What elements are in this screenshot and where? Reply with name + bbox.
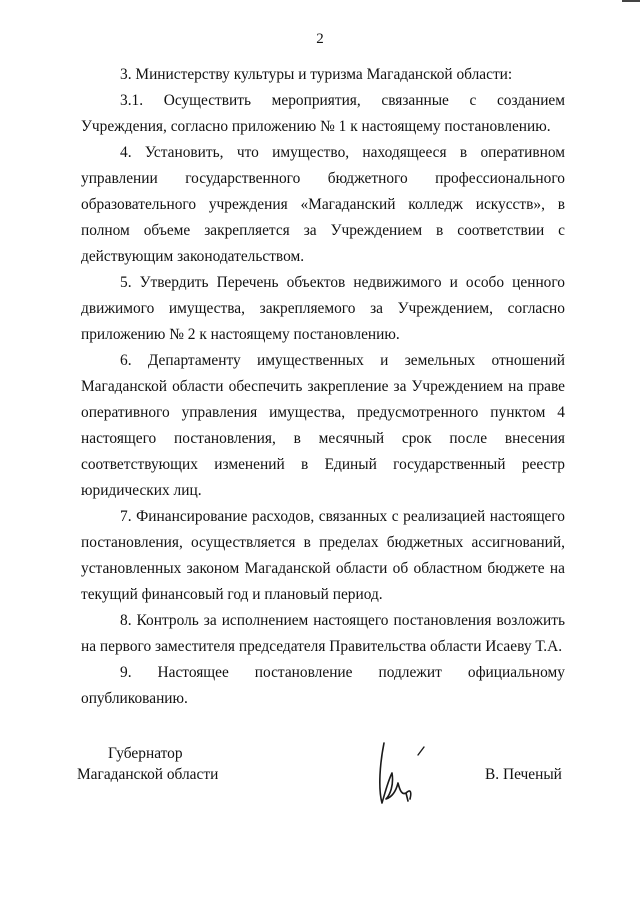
paragraph-6: 6. Департаменту имущественных и земельных отношений Магаданской области обеспечить закрепление за Учреждением на праве оперативного управления имущества, предусмотренного пунктом 4 настоящего постановления, в месячный срок после внесения соответствующих изменений в Единый государственный реестр юридических лиц.	[81, 352, 565, 499]
paragraph-3-1: 3.1. Осуществить мероприятия, связанные с созданием Учреждения, согласно приложению № 1 к настоящему постановлению.	[81, 92, 565, 135]
signatory-name: В. Печеный	[485, 766, 562, 783]
paragraph-3: 3. Министерству культуры и туризма Магаданской области:	[120, 66, 513, 83]
signatory-title-line2: Магаданской области	[77, 766, 219, 783]
page-number: 2	[316, 31, 324, 47]
signatory-title-line1: Губернатор	[108, 745, 183, 762]
paragraph-9: 9. Настоящее постановление подлежит официальному опубликованию.	[81, 664, 565, 707]
signature-block	[0, 745, 640, 825]
handwritten-signature	[370, 733, 440, 813]
document-body	[81, 62, 565, 712]
paragraph-7: 7. Финансирование расходов, связанных с реализацией настоящего постановления, осуществляется в пределах бюджетных ассигнований, установленных законом Магаданской области об областном бюджете на текущий финансовый год и плановый период.	[81, 508, 565, 603]
paragraph-4: 4. Установить, что имущество, находящееся в оперативном управлении государственного бюджетного профессионального образовательного учреждения «Магаданский колледж искусств», в полном объеме закрепляется за Учреждением в соответствии с действующим законодательством.	[81, 144, 565, 265]
paragraph-8: 8. Контроль за исполнением настоящего постановления возложить на первого заместителя председателя Правительства области Исаеву Т.А.	[81, 612, 565, 655]
scan-edge-mark	[622, 0, 640, 2]
paragraph-5: 5. Утвердить Перечень объектов недвижимого и особо ценного движимого имущества, закрепляемого за Учреждением, согласно приложению № 2 к настоящему постановлению.	[81, 274, 565, 343]
